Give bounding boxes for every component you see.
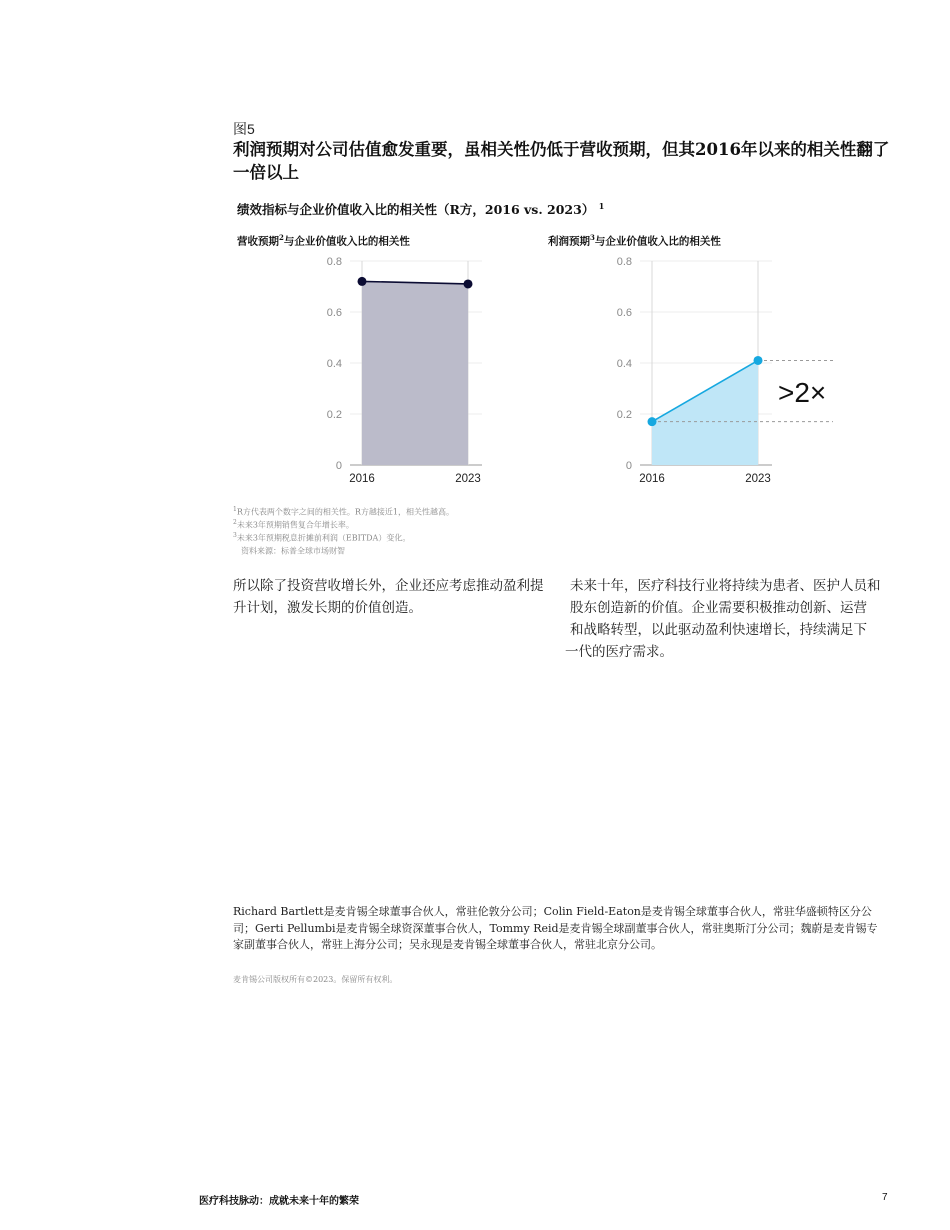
x-tick-label: 2023: [455, 473, 481, 485]
y-tick-label: 0: [625, 460, 632, 472]
right-chart-title-sup: 3: [590, 233, 595, 242]
body-paragraph-right: [565, 575, 895, 663]
annotation-text: >2×: [778, 377, 827, 409]
figure-subtitle-text: 绩效指标与企业价值收入比的相关性（R方，2016 vs. 2023）: [237, 202, 595, 217]
y-tick-label: 0.6: [616, 307, 632, 319]
page-number: 7: [882, 1192, 888, 1203]
y-tick-label: 0.2: [326, 409, 342, 421]
body-line: 未来十年，医疗科技行业将持续为患者、医护人员和: [570, 578, 881, 594]
body-line: 一代的医疗需求。: [565, 644, 673, 660]
left-chart-title-text: 营收预期: [237, 235, 279, 248]
left-chart-title-sup: 2: [279, 233, 284, 242]
series-area: [362, 281, 468, 465]
y-tick-label: 0.4: [326, 358, 342, 370]
footer-title: 医疗科技脉动：成就未来十年的繁荣: [199, 1196, 359, 1207]
left-chart-title: [237, 233, 410, 249]
footnotes: [233, 505, 454, 558]
right-chart-title-text: 利润预期: [548, 235, 590, 248]
x-tick-label: 2023: [745, 473, 771, 485]
data-point: [464, 279, 473, 288]
right-chart-title: [548, 233, 721, 249]
right-chart: [590, 250, 850, 490]
body-line: 和战略转型，以此驱动盈利快速增长，持续满足下: [570, 622, 867, 638]
y-tick-label: 0.2: [616, 409, 632, 421]
body-line: 股东创造新的价值。企业需要积极推动创新、运营: [570, 600, 867, 616]
data-point: [754, 356, 763, 365]
data-point: [358, 277, 367, 286]
footnote: $^3$未来3年预期税息折摊前利润（EBITDA）变化。: [233, 532, 411, 543]
right-chart-title-rest: 与企业价值收入比的相关性: [594, 235, 721, 248]
x-tick-label: 2016: [639, 473, 665, 485]
figure-label: 图5: [233, 121, 255, 137]
left-chart-title-rest: 与企业价值收入比的相关性: [283, 235, 410, 248]
figure-subtitle-sup: 1: [598, 200, 605, 211]
footnote: $^1$R方代表两个数字之间的相关性。R方越接近1，相关性越高。: [233, 506, 454, 517]
figure-title: 利润预期对公司估值愈发重要，虽相关性仍低于营收预期，但其2016年以来的相关性翻了一倍以上: [233, 140, 890, 182]
author-bio: Richard Bartlett是麦肯锡全球董事合伙人，常驻伦敦分公司；Colin Field-Eaton是麦肯锡全球董事合伙人，常驻华盛顿特区分公司；Gerti Pellumbi是麦肯锡全球资深董事合伙人，Tommy Reid是麦肯锡全球副董事合伙人，常驻奥斯汀分公司；魏蔚是麦肯锡专家副董事合伙人，常驻上海分公司；吴永现是麦肯锡全球董事合伙人，常驻北京分公司。: [233, 905, 878, 951]
y-tick-label: 0.4: [616, 358, 632, 370]
left-chart: [300, 250, 510, 490]
body-paragraph-left: 所以除了投资营收增长外，企业还应考虑推动盈利提升计划，激发长期的价值创造。: [233, 578, 544, 616]
y-tick-label: 0.8: [616, 256, 632, 268]
copyright: 麦肯锡公司版权所有©2023。保留所有权利。: [233, 975, 398, 984]
x-tick-label: 2016: [349, 473, 375, 485]
figure-subtitle: [237, 200, 604, 218]
y-tick-label: 0: [335, 460, 342, 472]
y-tick-label: 0.8: [326, 256, 342, 268]
y-tick-label: 0.6: [326, 307, 342, 319]
data-point: [648, 417, 657, 426]
footnote-source: 资料来源：标普全球市场财智: [241, 547, 345, 557]
footnote: $^2$未来3年预期销售复合年增长率。: [233, 519, 354, 530]
